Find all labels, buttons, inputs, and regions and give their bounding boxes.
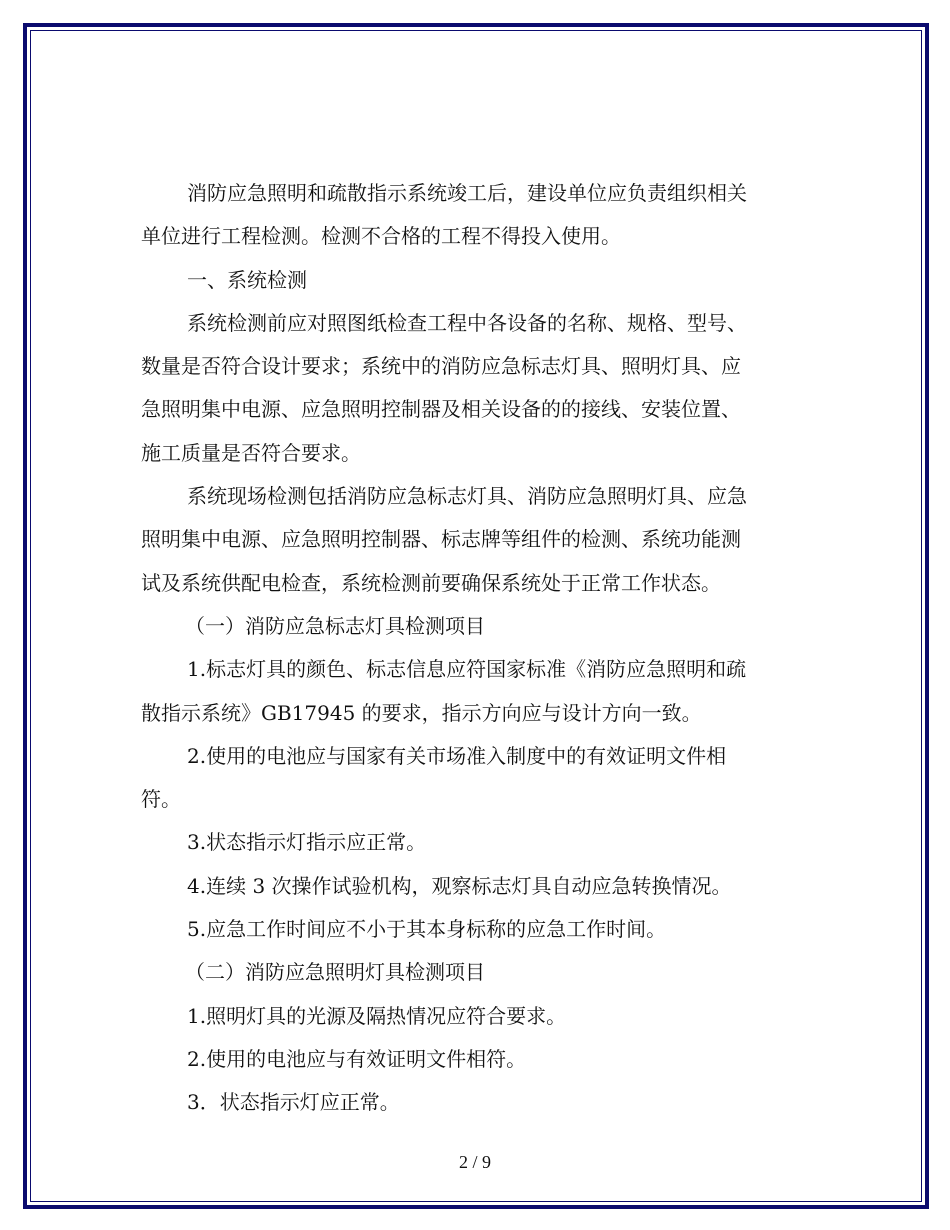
paragraph-line: 单位进行工程检测。检测不合格的工程不得投入使用。 (141, 224, 621, 249)
list-item-line: 1.标志灯具的颜色、标志信息应符国家标准《消防应急照明和疏 (187, 657, 747, 682)
section-heading: 一、系统检测 (187, 267, 307, 292)
paragraph-line: 施工质量是否符合要求。 (141, 440, 361, 465)
paragraph-line: 系统检测前应对照图纸检查工程中各设备的名称、规格、型号、 (187, 310, 747, 335)
list-item-line: 1.照明灯具的光源及隔热情况应符合要求。 (187, 1003, 567, 1028)
paragraph-line: 试及系统供配电检查，系统检测前要确保系统处于正常工作状态。 (141, 570, 721, 595)
page-number: 2 / 9 (458, 1152, 491, 1172)
list-item-line: 3．状态指示灯应正常。 (187, 1090, 400, 1115)
subsection-heading: （一）消防应急标志灯具检测项目 (185, 613, 485, 638)
list-item-line: 符。 (141, 787, 181, 812)
list-item-line: 2.使用的电池应与有效证明文件相符。 (187, 1046, 527, 1071)
paragraph-line: 消防应急照明和疏散指示系统竣工后，建设单位应负责组织相关 (187, 181, 747, 205)
paragraph-line: 急照明集中电源、应急照明控制器及相关设备的的接线、安装位置、 (141, 397, 741, 422)
paragraph-line: 照明集中电源、应急照明控制器、标志牌等组件的检测、系统功能测 (141, 527, 741, 552)
list-item-line: 5.应急工作时间应不小于其本身标称的应急工作时间。 (187, 917, 667, 942)
document-body (141, 172, 801, 1125)
list-item-line: 3.状态指示灯指示应正常。 (187, 830, 427, 855)
list-item-line: 2.使用的电池应与国家有关市场准入制度中的有效证明文件相 (187, 743, 727, 768)
list-item-line: 散指示系统》GB17945 的要求，指示方向应与设计方向一致。 (141, 700, 702, 725)
paragraph-line: 数量是否符合设计要求；系统中的消防应急标志灯具、照明灯具、应 (141, 354, 741, 379)
paragraph-line: 系统现场检测包括消防应急标志灯具、消防应急照明灯具、应急 (187, 484, 747, 509)
subsection-heading: （二）消防应急照明灯具检测项目 (185, 960, 485, 985)
list-item-line: 4.连续 3 次操作试验机构，观察标志灯具自动应急转换情况。 (187, 873, 732, 898)
